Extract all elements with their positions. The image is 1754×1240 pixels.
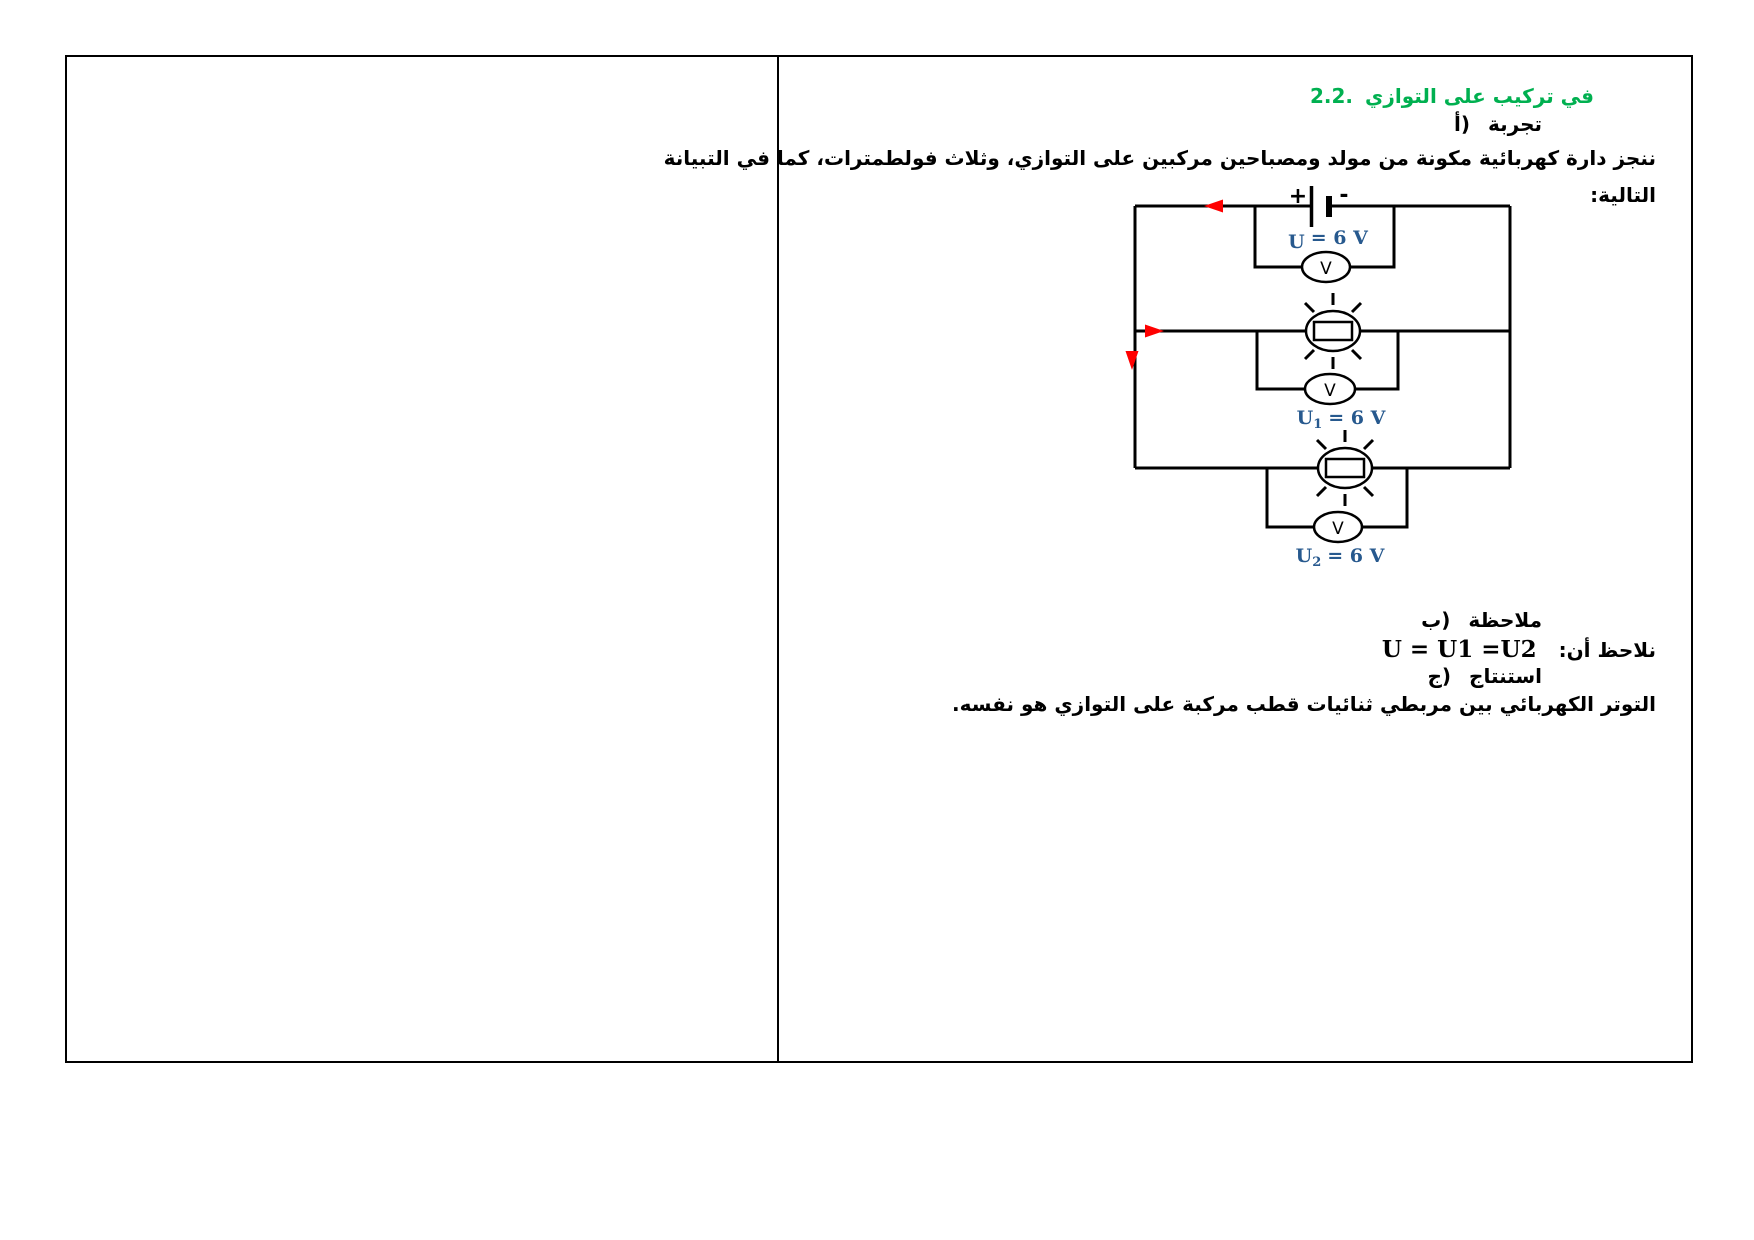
observation-row xyxy=(1382,636,1656,663)
voltmeter-u-reading: U = 6 V xyxy=(1288,227,1368,253)
heading-observation xyxy=(1421,608,1542,632)
voltmeter-u1-reading: $U_1 = 6$ V xyxy=(1296,407,1386,432)
voltmeter-u2-reading: $U_2 = 6$ V xyxy=(1295,545,1385,570)
lamp-2 xyxy=(1317,430,1373,506)
current-arrow-right-icon xyxy=(1145,325,1164,338)
experiment-paragraph-line2: التالية: xyxy=(1590,183,1656,207)
observation-formula: U = U1 =U2 xyxy=(1381,636,1537,663)
heading-experiment xyxy=(1454,112,1542,136)
conclusion-text: التوتر الكهربائي بين مربطي ثنائيات قطب مركبة على التوازي هو نفسه. xyxy=(952,692,1656,716)
battery-minus-sign: - xyxy=(1339,183,1349,208)
current-arrow-down-icon xyxy=(1126,351,1139,370)
voltmeter-u-letter: V xyxy=(1320,259,1332,279)
experiment-paragraph-line1: ننجز دارة كهربائية مكونة من مولد ومصباحين مركبين على التوازي، وثلاث فولطمترات، كما في التبيانة xyxy=(663,146,1656,170)
heading-observation-text: ملاحظة xyxy=(1468,608,1542,632)
heading-experiment-text: تجربة xyxy=(1487,112,1542,136)
heading-observation-marker: ب) xyxy=(1421,608,1451,632)
heading-conclusion-marker: ج) xyxy=(1427,664,1452,688)
voltmeter-u xyxy=(1255,206,1394,282)
section-title: في تركيب على التوازي xyxy=(1365,84,1594,108)
heading-conclusion-text: استنتاج xyxy=(1469,664,1542,688)
voltmeter-u2-letter: V xyxy=(1332,519,1344,539)
observation-lead: نلاحظ أن: xyxy=(1558,638,1656,662)
heading-conclusion xyxy=(1427,664,1542,688)
lamp-1 xyxy=(1305,293,1361,369)
current-arrow-left-icon xyxy=(1204,200,1223,213)
battery xyxy=(1289,183,1349,227)
column-divider xyxy=(777,55,779,1063)
section-number: 2.2. xyxy=(1310,84,1354,108)
battery-plus-sign: + xyxy=(1288,184,1308,209)
circuit-diagram xyxy=(1080,175,1560,585)
heading-experiment-marker: أ) xyxy=(1453,112,1470,136)
voltmeter-u1-letter: V xyxy=(1324,381,1336,401)
section-title-row xyxy=(1310,84,1594,108)
